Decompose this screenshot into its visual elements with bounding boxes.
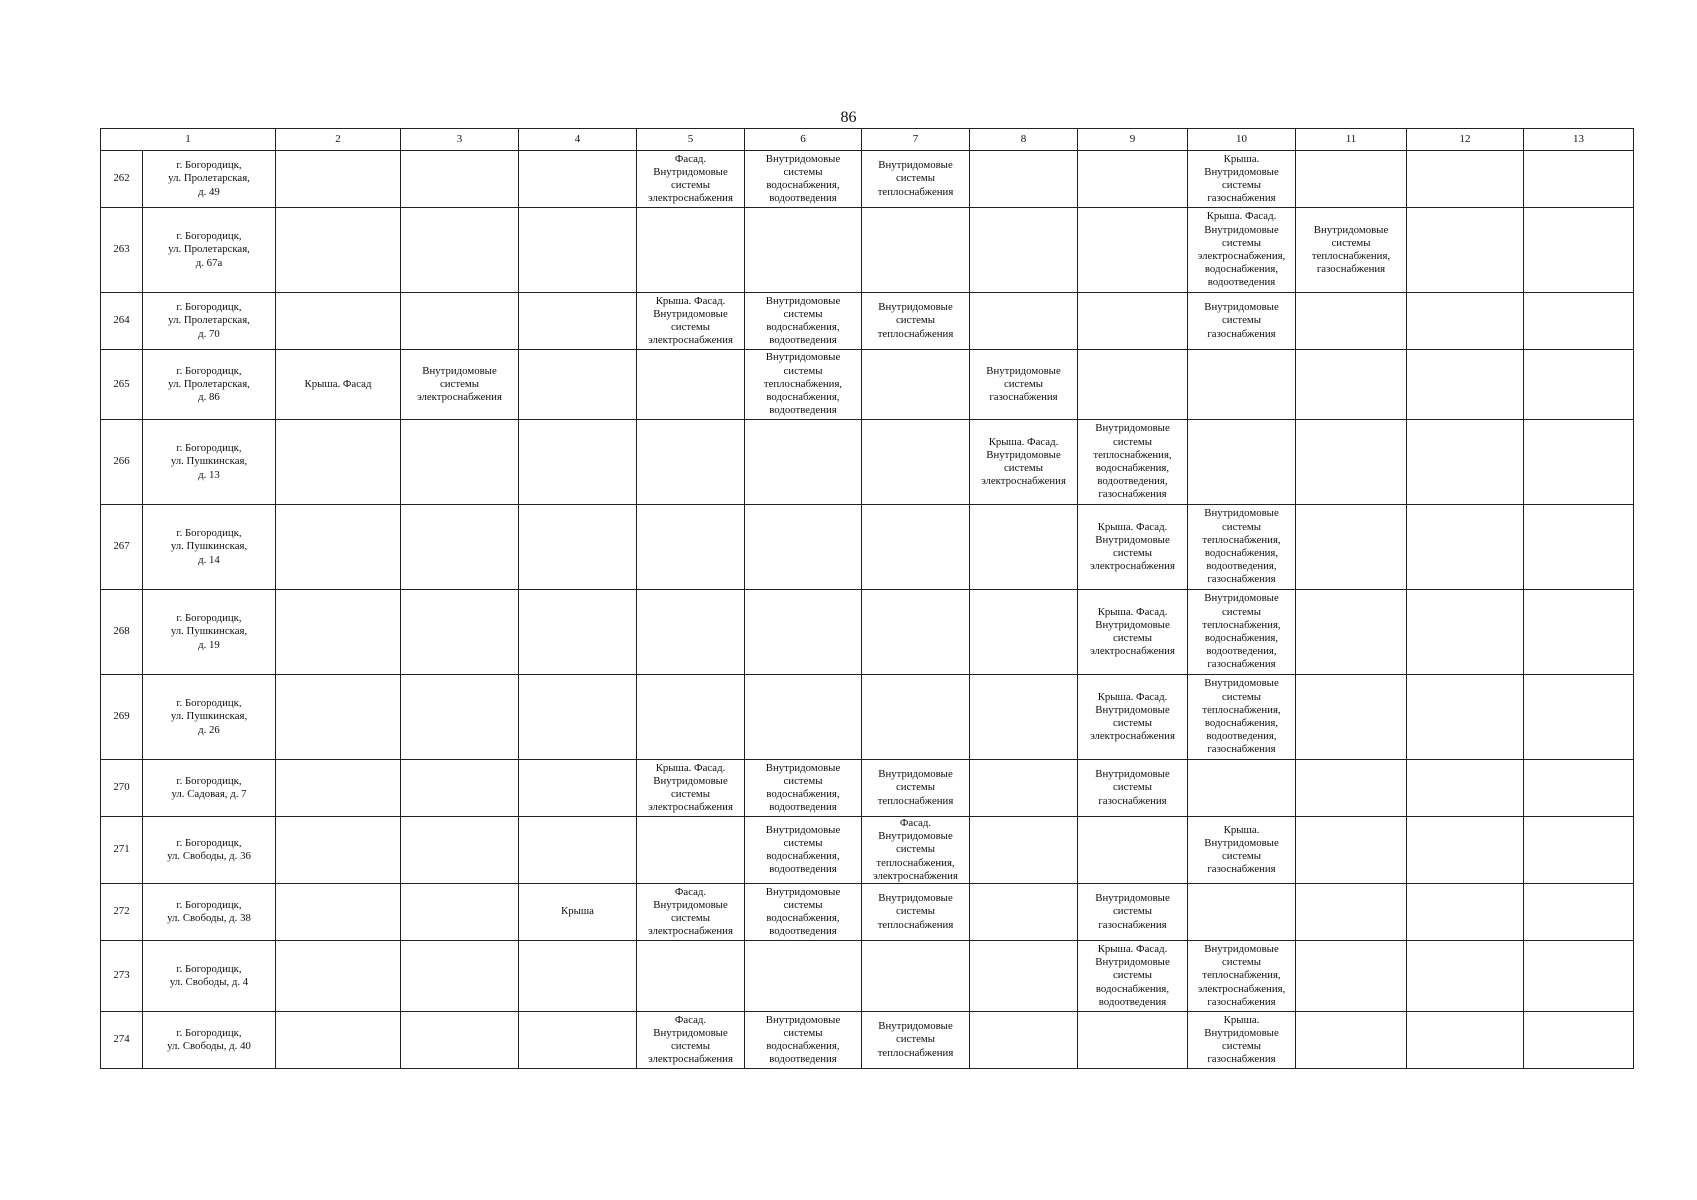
- work-cell-col-13: [1524, 675, 1634, 760]
- work-cell-col-4: [519, 208, 637, 293]
- work-cell-col-13: [1524, 208, 1634, 293]
- address-cell: г. Богородицк, ул. Садовая, д. 7: [143, 760, 276, 817]
- work-cell-col-7: Внутридомовые системы теплоснабжения: [862, 151, 970, 208]
- work-cell-col-11: [1296, 293, 1407, 350]
- work-cell-col-8: [970, 293, 1078, 350]
- work-cell-col-5: Крыша. Фасад. Внутридомовые системы электроснабжения: [637, 760, 745, 817]
- work-cell-col-6: Внутридомовые системы водоснабжения, водоотведения: [745, 1012, 862, 1069]
- work-cell-col-3: [401, 208, 519, 293]
- address-cell: г. Богородицк, ул. Пушкинская, д. 13: [143, 420, 276, 505]
- work-cell-col-7: Внутридомовые системы теплоснабжения: [862, 1012, 970, 1069]
- work-cell-col-12: [1407, 675, 1524, 760]
- work-cell-col-2: Крыша. Фасад: [276, 350, 401, 420]
- table-row: [101, 760, 1634, 817]
- row-number: 274: [101, 1012, 143, 1069]
- work-cell-col-12: [1407, 350, 1524, 420]
- work-cell-col-11: [1296, 350, 1407, 420]
- work-cell-col-2: [276, 293, 401, 350]
- work-cell-col-5: [637, 350, 745, 420]
- table-row: [101, 208, 1634, 293]
- work-cell-col-3: [401, 675, 519, 760]
- work-cell-col-11: [1296, 505, 1407, 590]
- table-row: [101, 350, 1634, 420]
- work-cell-col-3: [401, 941, 519, 1012]
- work-cell-col-11: [1296, 420, 1407, 505]
- work-cell-col-10: Крыша. Фасад. Внутридомовые системы электроснабжения, водоснабжения, водоотведения: [1188, 208, 1296, 293]
- work-cell-col-2: [276, 208, 401, 293]
- work-cell-col-6: Внутридомовые системы теплоснабжения, водоснабжения, водоотведения: [745, 350, 862, 420]
- work-cell-col-10: Крыша. Внутридомовые системы газоснабжения: [1188, 1012, 1296, 1069]
- work-cell-col-7: [862, 208, 970, 293]
- work-cell-col-11: [1296, 760, 1407, 817]
- page-number: 86: [840, 109, 857, 126]
- table-row: [101, 675, 1634, 760]
- table-row: [101, 817, 1634, 884]
- work-cell-col-8: [970, 760, 1078, 817]
- work-cell-col-13: [1524, 760, 1634, 817]
- work-cell-col-7: Внутридомовые системы теплоснабжения: [862, 293, 970, 350]
- work-cell-col-2: [276, 1012, 401, 1069]
- row-number: 267: [101, 505, 143, 590]
- work-cell-col-4: [519, 760, 637, 817]
- work-cell-col-13: [1524, 505, 1634, 590]
- work-cell-col-12: [1407, 420, 1524, 505]
- address-cell: г. Богородицк, ул. Пролетарская, д. 67а: [143, 208, 276, 293]
- row-number: 273: [101, 941, 143, 1012]
- work-cell-col-4: Крыша: [519, 884, 637, 941]
- table-row: [101, 941, 1634, 1012]
- work-cell-col-6: [745, 941, 862, 1012]
- row-number: 263: [101, 208, 143, 293]
- work-cell-col-5: Фасад. Внутридомовые системы электроснабжения: [637, 884, 745, 941]
- address-cell: г. Богородицк, ул. Пушкинская, д. 19: [143, 590, 276, 675]
- work-cell-col-6: Внутридомовые системы водоснабжения, водоотведения: [745, 884, 862, 941]
- address-cell: г. Богородицк, ул. Пролетарская, д. 70: [143, 293, 276, 350]
- work-cell-col-5: [637, 941, 745, 1012]
- work-cell-col-4: [519, 941, 637, 1012]
- work-cell-col-5: [637, 505, 745, 590]
- work-cell-col-10: Внутридомовые системы теплоснабжения, водоснабжения, водоотведения, газоснабжения: [1188, 675, 1296, 760]
- work-cell-col-5: [637, 817, 745, 884]
- column-header: 6: [745, 129, 862, 151]
- work-cell-col-13: [1524, 420, 1634, 505]
- work-cell-col-5: Крыша. Фасад. Внутридомовые системы электроснабжения: [637, 293, 745, 350]
- work-cell-col-3: [401, 1012, 519, 1069]
- work-cell-col-13: [1524, 817, 1634, 884]
- work-cell-col-6: [745, 420, 862, 505]
- row-number: 266: [101, 420, 143, 505]
- work-cell-col-2: [276, 817, 401, 884]
- address-cell: г. Богородицк, ул. Свободы, д. 36: [143, 817, 276, 884]
- work-cell-col-3: [401, 420, 519, 505]
- row-number: 271: [101, 817, 143, 884]
- work-cell-col-8: [970, 941, 1078, 1012]
- row-number: 264: [101, 293, 143, 350]
- work-cell-col-10: [1188, 350, 1296, 420]
- work-cell-col-13: [1524, 151, 1634, 208]
- work-cell-col-2: [276, 151, 401, 208]
- table-row: [101, 1012, 1634, 1069]
- work-cell-col-9: Крыша. Фасад. Внутридомовые системы электроснабжения: [1078, 675, 1188, 760]
- work-cell-col-13: [1524, 590, 1634, 675]
- work-cell-col-12: [1407, 505, 1524, 590]
- address-cell: г. Богородицк, ул. Пушкинская, д. 14: [143, 505, 276, 590]
- work-cell-col-8: [970, 675, 1078, 760]
- work-cell-col-11: [1296, 590, 1407, 675]
- work-cell-col-3: [401, 817, 519, 884]
- work-cell-col-6: [745, 675, 862, 760]
- work-cell-col-12: [1407, 760, 1524, 817]
- work-cell-col-9: [1078, 151, 1188, 208]
- work-cell-col-12: [1407, 293, 1524, 350]
- work-cell-col-9: Внутридомовые системы газоснабжения: [1078, 884, 1188, 941]
- row-number: 270: [101, 760, 143, 817]
- work-cell-col-11: Внутридомовые системы теплоснабжения, газоснабжения: [1296, 208, 1407, 293]
- work-cell-col-10: Внутридомовые системы теплоснабжения, электроснабжения, газоснабжения: [1188, 941, 1296, 1012]
- work-cell-col-2: [276, 675, 401, 760]
- work-cell-col-7: [862, 590, 970, 675]
- row-number: 272: [101, 884, 143, 941]
- address-cell: г. Богородицк, ул. Свободы, д. 4: [143, 941, 276, 1012]
- work-cell-col-13: [1524, 350, 1634, 420]
- work-cell-col-9: Внутридомовые системы теплоснабжения, водоснабжения, водоотведения, газоснабжения: [1078, 420, 1188, 505]
- work-cell-col-3: [401, 760, 519, 817]
- work-cell-col-11: [1296, 1012, 1407, 1069]
- work-cell-col-12: [1407, 590, 1524, 675]
- column-header: 3: [401, 129, 519, 151]
- work-cell-col-3: [401, 151, 519, 208]
- work-cell-col-4: [519, 675, 637, 760]
- row-number: 268: [101, 590, 143, 675]
- work-cell-col-10: Внутридомовые системы газоснабжения: [1188, 293, 1296, 350]
- work-cell-col-3: [401, 590, 519, 675]
- work-cell-col-9: Внутридомовые системы газоснабжения: [1078, 760, 1188, 817]
- row-number: 265: [101, 350, 143, 420]
- work-cell-col-13: [1524, 1012, 1634, 1069]
- work-cell-col-4: [519, 505, 637, 590]
- work-cell-col-8: Крыша. Фасад. Внутридомовые системы электроснабжения: [970, 420, 1078, 505]
- work-cell-col-7: [862, 420, 970, 505]
- work-cell-col-2: [276, 505, 401, 590]
- work-cell-col-7: [862, 941, 970, 1012]
- work-cell-col-12: [1407, 941, 1524, 1012]
- work-cell-col-7: Внутридомовые системы теплоснабжения: [862, 884, 970, 941]
- address-cell: г. Богородицк, ул. Свободы, д. 38: [143, 884, 276, 941]
- work-cell-col-6: Внутридомовые системы водоснабжения, водоотведения: [745, 817, 862, 884]
- work-cell-col-3: Внутридомовые системы электроснабжения: [401, 350, 519, 420]
- work-cell-col-10: Крыша. Внутридомовые системы газоснабжения: [1188, 817, 1296, 884]
- table-row: [101, 293, 1634, 350]
- column-header: 11: [1296, 129, 1407, 151]
- work-cell-col-11: [1296, 884, 1407, 941]
- column-header: 10: [1188, 129, 1296, 151]
- column-header: 8: [970, 129, 1078, 151]
- work-cell-col-2: [276, 760, 401, 817]
- row-number: 269: [101, 675, 143, 760]
- work-cell-col-12: [1407, 151, 1524, 208]
- column-header: 12: [1407, 129, 1524, 151]
- column-header: 7: [862, 129, 970, 151]
- work-cell-col-7: [862, 675, 970, 760]
- work-cell-col-9: [1078, 350, 1188, 420]
- address-cell: г. Богородицк, ул. Пролетарская, д. 49: [143, 151, 276, 208]
- work-cell-col-9: [1078, 293, 1188, 350]
- work-cell-col-8: [970, 151, 1078, 208]
- work-cell-col-6: Внутридомовые системы водоснабжения, водоотведения: [745, 293, 862, 350]
- work-cell-col-11: [1296, 817, 1407, 884]
- work-cell-col-12: [1407, 208, 1524, 293]
- work-cell-col-3: [401, 884, 519, 941]
- work-cell-col-8: [970, 1012, 1078, 1069]
- column-header: 1: [101, 129, 276, 151]
- work-cell-col-5: [637, 675, 745, 760]
- work-cell-col-8: [970, 590, 1078, 675]
- header-row: [101, 129, 1634, 151]
- work-cell-col-12: [1407, 817, 1524, 884]
- work-cell-col-5: Фасад. Внутридомовые системы электроснабжения: [637, 151, 745, 208]
- row-number: 262: [101, 151, 143, 208]
- work-cell-col-6: [745, 208, 862, 293]
- work-cell-col-6: Внутридомовые системы водоснабжения, водоотведения: [745, 151, 862, 208]
- work-cell-col-12: [1407, 884, 1524, 941]
- work-cell-col-8: [970, 817, 1078, 884]
- address-cell: г. Богородицк, ул. Пролетарская, д. 86: [143, 350, 276, 420]
- work-cell-col-10: [1188, 760, 1296, 817]
- work-cell-col-8: Внутридомовые системы газоснабжения: [970, 350, 1078, 420]
- work-cell-col-9: [1078, 1012, 1188, 1069]
- table-row: [101, 420, 1634, 505]
- work-cell-col-13: [1524, 884, 1634, 941]
- column-header: 13: [1524, 129, 1634, 151]
- address-cell: г. Богородицк, ул. Свободы, д. 40: [143, 1012, 276, 1069]
- work-cell-col-5: [637, 208, 745, 293]
- work-cell-col-10: Внутридомовые системы теплоснабжения, водоснабжения, водоотведения, газоснабжения: [1188, 505, 1296, 590]
- work-cell-col-10: [1188, 420, 1296, 505]
- work-cell-col-4: [519, 1012, 637, 1069]
- column-header: 4: [519, 129, 637, 151]
- work-cell-col-9: [1078, 817, 1188, 884]
- work-cell-col-4: [519, 350, 637, 420]
- work-cell-col-4: [519, 590, 637, 675]
- work-cell-col-5: [637, 420, 745, 505]
- work-cell-col-6: [745, 505, 862, 590]
- work-cell-col-6: [745, 590, 862, 675]
- work-cell-col-4: [519, 293, 637, 350]
- table-row: [101, 505, 1634, 590]
- work-cell-col-9: [1078, 208, 1188, 293]
- work-cell-col-11: [1296, 151, 1407, 208]
- column-header: 5: [637, 129, 745, 151]
- work-cell-col-8: [970, 884, 1078, 941]
- column-header: 9: [1078, 129, 1188, 151]
- work-cell-col-2: [276, 420, 401, 505]
- repair-schedule-table: [100, 128, 1634, 1069]
- work-cell-col-7: [862, 350, 970, 420]
- work-cell-col-9: Крыша. Фасад. Внутридомовые системы электроснабжения: [1078, 590, 1188, 675]
- work-cell-col-8: [970, 208, 1078, 293]
- work-cell-col-3: [401, 293, 519, 350]
- table-row: [101, 151, 1634, 208]
- work-cell-col-4: [519, 151, 637, 208]
- work-cell-col-5: Фасад. Внутридомовые системы электроснабжения: [637, 1012, 745, 1069]
- work-cell-col-8: [970, 505, 1078, 590]
- work-cell-col-13: [1524, 293, 1634, 350]
- work-cell-col-2: [276, 884, 401, 941]
- work-cell-col-2: [276, 590, 401, 675]
- work-cell-col-10: [1188, 884, 1296, 941]
- work-cell-col-4: [519, 817, 637, 884]
- work-cell-col-7: Внутридомовые системы теплоснабжения: [862, 760, 970, 817]
- work-cell-col-10: Крыша. Внутридомовые системы газоснабжения: [1188, 151, 1296, 208]
- work-cell-col-11: [1296, 941, 1407, 1012]
- work-cell-col-3: [401, 505, 519, 590]
- work-cell-col-7: Фасад. Внутридомовые системы теплоснабжения, электроснабжения: [862, 817, 970, 884]
- address-cell: г. Богородицк, ул. Пушкинская, д. 26: [143, 675, 276, 760]
- table-body: [101, 151, 1634, 1069]
- work-cell-col-10: Внутридомовые системы теплоснабжения, водоснабжения, водоотведения, газоснабжения: [1188, 590, 1296, 675]
- work-cell-col-13: [1524, 941, 1634, 1012]
- work-cell-col-7: [862, 505, 970, 590]
- work-cell-col-5: [637, 590, 745, 675]
- table-row: [101, 884, 1634, 941]
- column-header: 2: [276, 129, 401, 151]
- work-cell-col-9: Крыша. Фасад. Внутридомовые системы водоснабжения, водоотведения: [1078, 941, 1188, 1012]
- work-cell-col-9: Крыша. Фасад. Внутридомовые системы электроснабжения: [1078, 505, 1188, 590]
- work-cell-col-4: [519, 420, 637, 505]
- work-cell-col-2: [276, 941, 401, 1012]
- table-header: [101, 129, 1634, 151]
- work-cell-col-12: [1407, 1012, 1524, 1069]
- work-cell-col-6: Внутридомовые системы водоснабжения, водоотведения: [745, 760, 862, 817]
- table-row: [101, 590, 1634, 675]
- work-cell-col-11: [1296, 675, 1407, 760]
